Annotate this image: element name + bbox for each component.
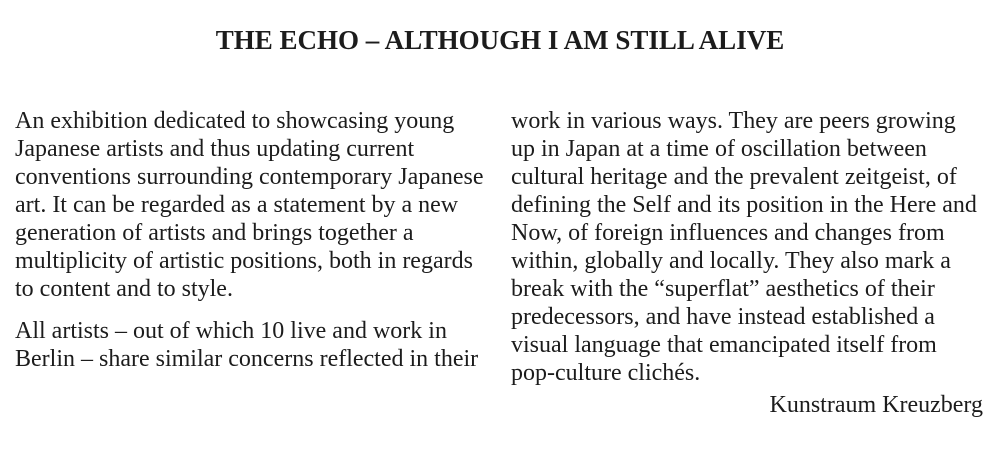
text-column-left <box>15 107 487 419</box>
signature: Kunstraum Kreuzberg <box>769 392 983 418</box>
page-title: THE ECHO – ALTHOUGH I AM STILL ALIVE <box>215 25 785 55</box>
text-column-right <box>511 107 983 419</box>
left-paragraph-2: All artists – out of which 10 live and work in Berlin – share similar concerns reflected in their <box>15 318 479 372</box>
right-paragraph-1: work in various ways. They are peers growing up in Japan at a time of oscillation between cultural heritage and the prevalent zeitgeist, of defining the Self and its position in the Here and Now, of foreign influences and changes from within, globally and locally. They also mark a break with the “superflat” aesthetics of their predecessors, and have instead established a visual language that emancipated itself from pop-culture clichés. <box>511 108 977 386</box>
left-paragraph-1: An exhibition dedicated to showcasing young Japanese artists and thus updating current conventions surrounding contemporary Japanese art. It can be regarded as a statement by a new generation of artists and brings together a multiplicity of artistic positions, both in regards to content and to style. <box>15 108 484 302</box>
two-column-text <box>0 107 1000 419</box>
